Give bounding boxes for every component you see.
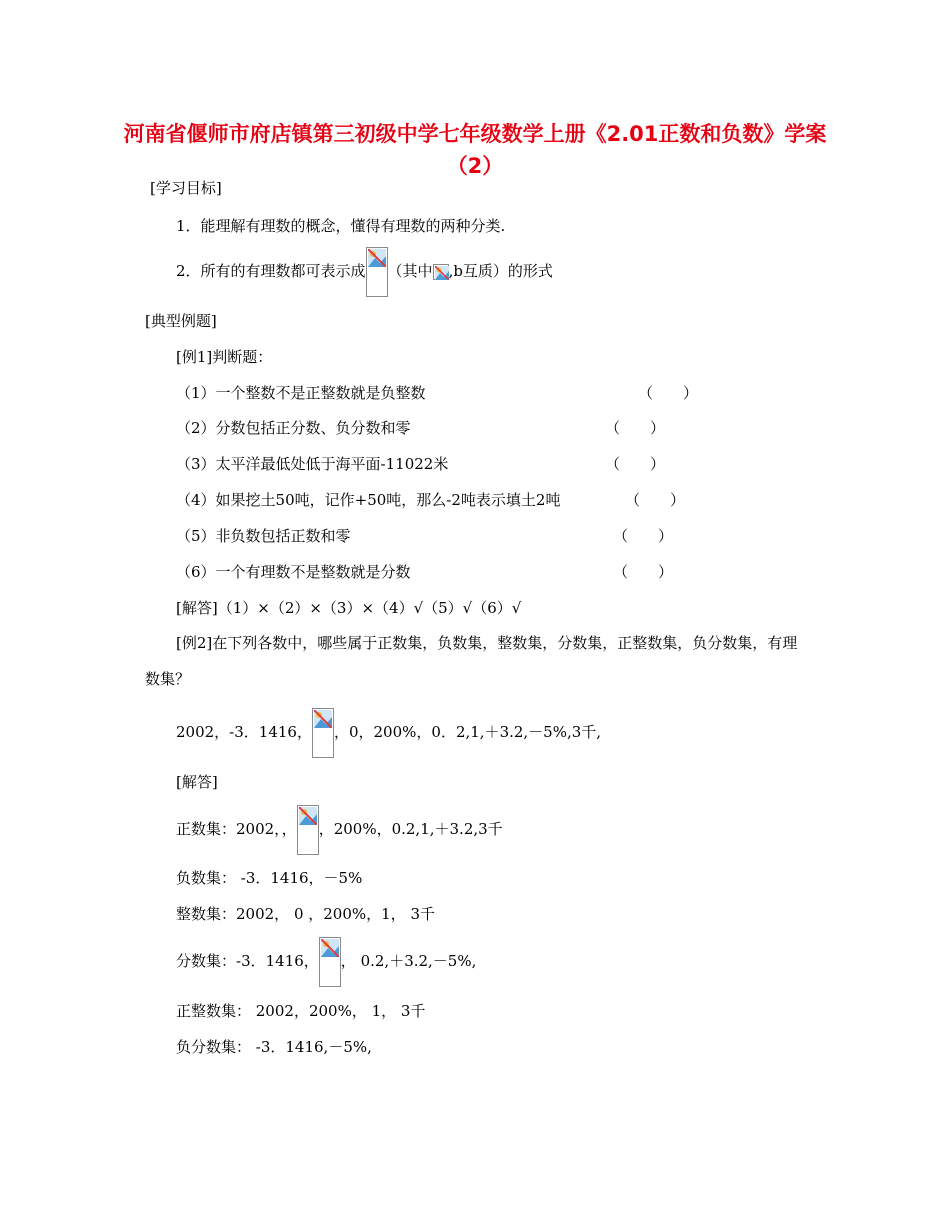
judgement-4-text: （4）如果挖土50吨，记作+50吨，那么-2吨表示填土2吨 <box>176 491 561 509</box>
judgement-2-blank: （ ） <box>605 419 666 437</box>
fraction-set-pre: 分数集：-3．1416， <box>176 952 319 970</box>
judgement-2-text: （2）分数包括正分数、负分数和零 <box>176 419 411 437</box>
title-text: 河南省偃师市府店镇第三初级中学七年级数学上册《2.01正数和负数》学案（2） <box>123 122 827 178</box>
fraction-set-post: ， 0.2,＋3.2,－5%, <box>340 952 477 970</box>
integer-set: 整数集：2002， 0 ，200%，1， 3千 <box>176 905 435 923</box>
example-1-heading: [例1]判断题： <box>176 348 273 366</box>
goals-heading: [学习目标] <box>150 179 222 197</box>
goal-item-2-mid: （其中 <box>387 262 433 280</box>
positive-set-post: ，200%，0.2,1,＋3.2,3千 <box>318 820 503 838</box>
judgement-1-text: （1）一个整数不是正整数就是负整数 <box>176 384 426 402</box>
fraction-image-icon <box>319 937 341 987</box>
judgement-5-text: （5）非负数包括正数和零 <box>176 527 351 545</box>
judgement-6-blank: （ ） <box>613 563 674 581</box>
example-2-numbers-pre: 2002，-3．1416， <box>176 723 312 741</box>
example-2-numbers-post: ，0，200%，0．2,1,＋3.2,－5%,3千, <box>333 723 602 741</box>
positive-set <box>176 804 503 855</box>
judgement-4-blank: （ ） <box>625 491 686 509</box>
variable-image-icon <box>433 264 449 280</box>
goal-item-2 <box>176 246 553 297</box>
positive-set-pre: 正数集：2002，， <box>176 820 297 838</box>
fraction-set <box>176 936 476 987</box>
fraction-image-icon <box>366 247 388 297</box>
negative-fraction-set: 负分数集： -3．1416,－5%, <box>176 1038 372 1056</box>
judgement-6-text: （6）一个有理数不是整数就是分数 <box>176 563 411 581</box>
negative-set: 负数集： -3．1416，－5% <box>176 869 363 887</box>
goal-item-1: 1．能理解有理数的概念，懂得有理数的两种分类. <box>176 217 506 235</box>
example-2-numbers <box>176 707 601 758</box>
judgement-5-blank: （ ） <box>613 527 674 545</box>
judgement-3-text: （3）太平洋最低处低于海平面-11022米 <box>176 455 449 473</box>
judgement-1-blank: （ ） <box>638 384 699 402</box>
fraction-image-icon <box>297 805 319 855</box>
goal-item-2-pre: 2．所有的有理数都可表示成 <box>176 262 366 280</box>
page-title <box>120 118 830 182</box>
example-2-question: [例2]在下列各数中，哪些属于正数集，负数集，整数集，分数集，正整数集，负分数集，有理数集？ <box>145 634 798 688</box>
positive-integer-set: 正整数集： 2002，200%， 1， 3千 <box>176 1002 426 1020</box>
example-2-answer-heading: [解答] <box>176 773 218 791</box>
example-1-answer: [解答]（1）×（2）×（3）×（4）√（5）√（6）√ <box>176 599 522 617</box>
fraction-image-icon <box>312 708 334 758</box>
judgement-3-blank: （ ） <box>605 455 666 473</box>
goal-item-2-post: ,b互质）的形式 <box>448 262 553 280</box>
examples-heading: [典型例题] <box>145 312 217 330</box>
